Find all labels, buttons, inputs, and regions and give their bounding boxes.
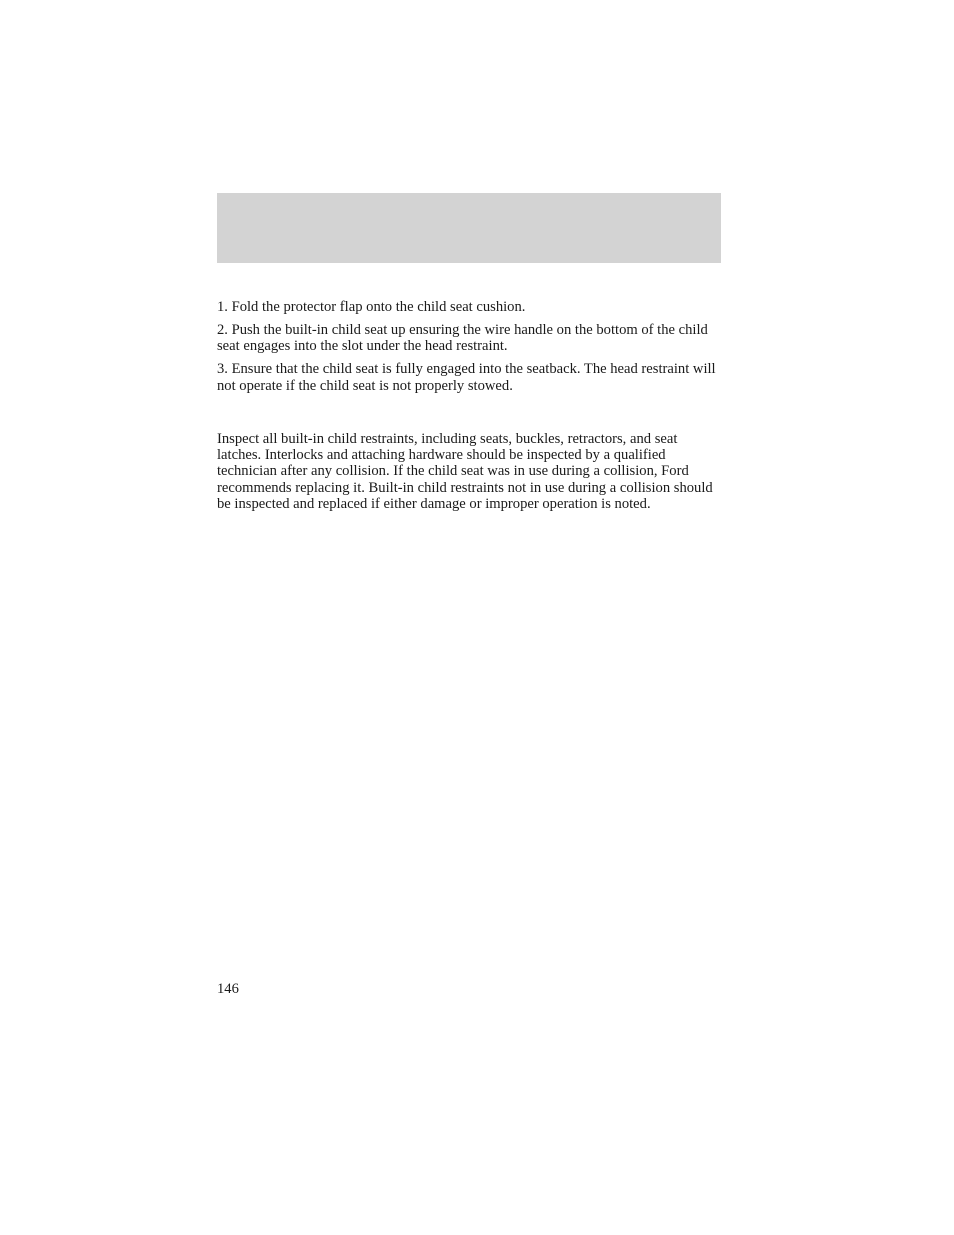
step-3: 3. Ensure that the child seat is fully engaged into the seatback. The head restraint will not operate if the child seat is not properly stowed. — [217, 361, 716, 394]
section-header-band — [217, 193, 721, 263]
inspection-paragraph: Inspect all built-in child restraints, including seats, buckles, retractors, and seat latches. Interlocks and attaching hardware should be inspected by a qualified technician after any collision. If the child seat was in use during a collision, Ford recommends replacing it. Built-in child restraints not in use during a collision should be inspected and replaced if either damage or improper operation is noted. — [217, 430, 713, 513]
page-content — [217, 299, 723, 513]
section-spacer — [217, 401, 723, 431]
step-2: 2. Push the built-in child seat up ensuring the wire handle on the bottom of the child seat engages into the slot under the head restraint. — [217, 321, 708, 355]
step-1: 1. Fold the protector flap onto the child seat cushion. — [217, 299, 526, 315]
page-number: 146 — [217, 981, 239, 997]
